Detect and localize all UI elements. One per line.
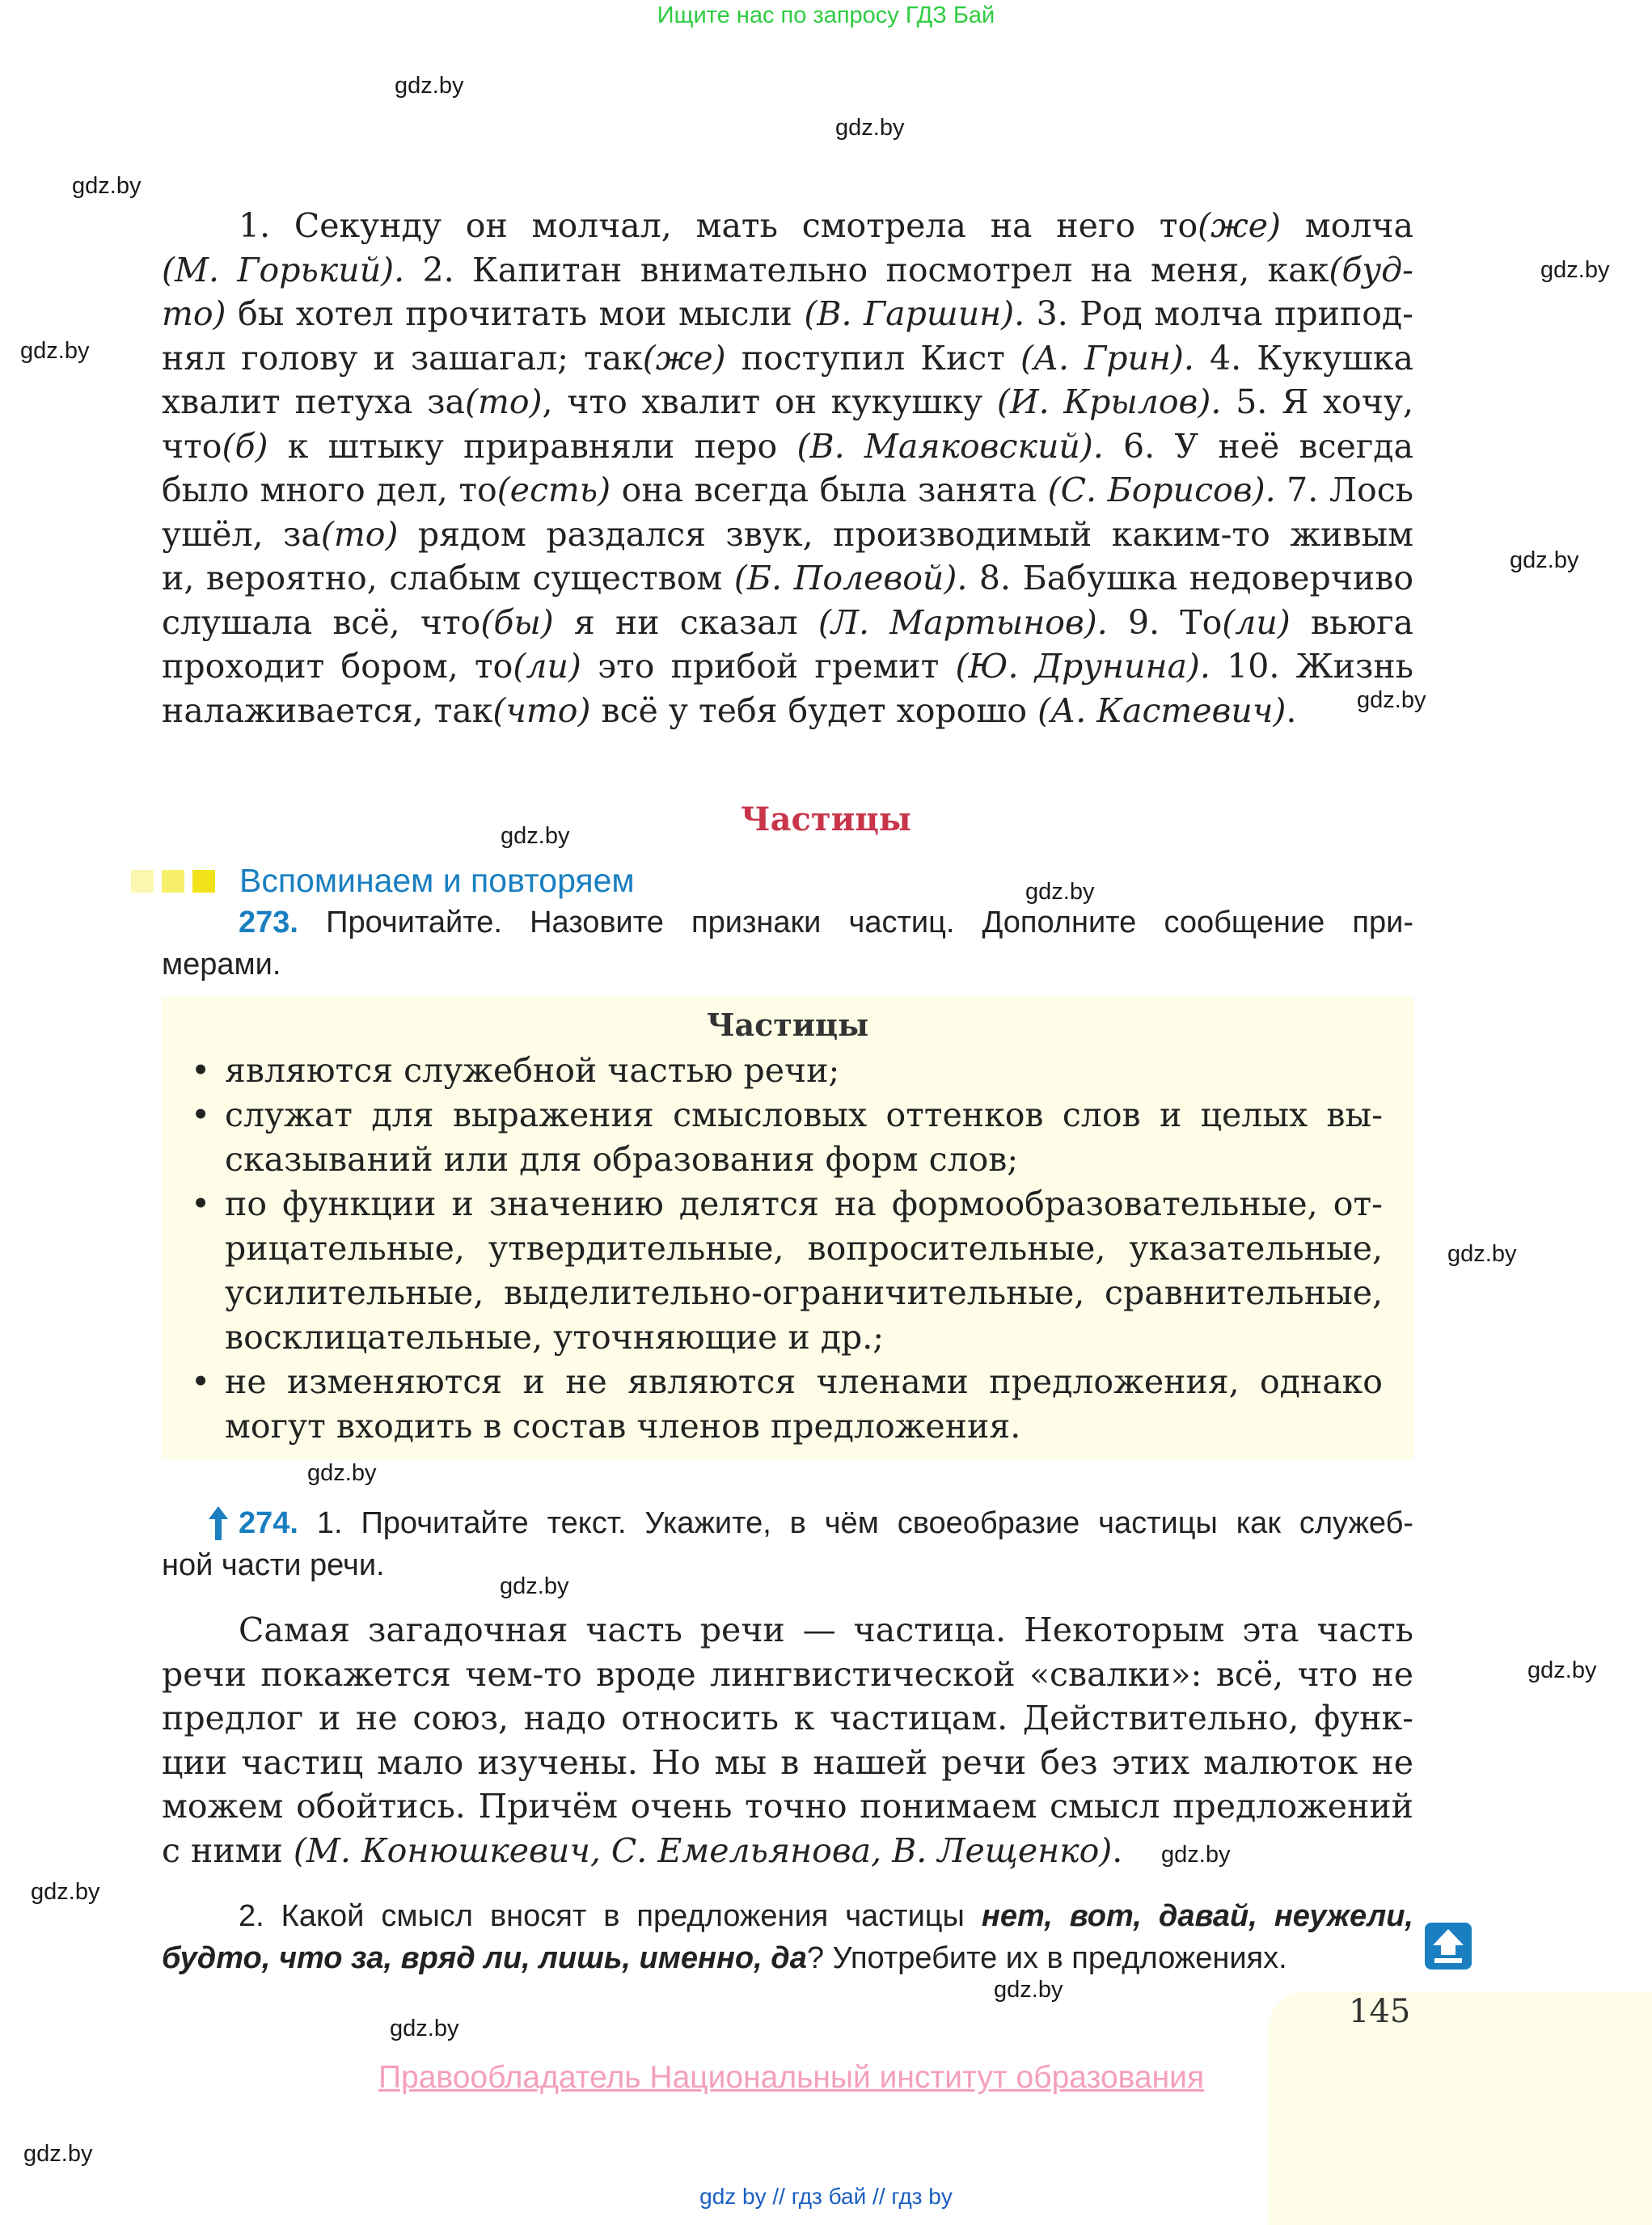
watermark: gdz.by xyxy=(1540,257,1610,283)
watermark: gdz.by xyxy=(23,2141,93,2167)
text-fragment: рядом раздался звук, производимый каким-то живым xyxy=(398,514,1413,554)
home-up-button[interactable] xyxy=(1425,1923,1472,1970)
italic-fragment: (бы) xyxy=(480,602,554,642)
watermark: gdz.by xyxy=(395,73,464,99)
exercise-274-task-line2: ной части речи. xyxy=(162,1548,385,1582)
bullet-line: не изменяются и не являются членами предложения, однако xyxy=(225,1362,1383,1401)
italic-fragment: (же) xyxy=(1198,206,1282,245)
text-fragment: 6. У неё всегда xyxy=(1103,426,1413,466)
italic-fragment: (ли) xyxy=(513,647,581,686)
text-line: речи покажется чем-то вроде лингвистической «свалки»: всё, что не xyxy=(162,1654,1413,1694)
exercise-273-task xyxy=(162,901,1413,986)
bullet-item xyxy=(191,1093,1383,1182)
exercise-274-task2-line-2 xyxy=(162,1937,1413,1979)
text-line: Самая загадочная часть речи — частица. Некоторым эта часть xyxy=(239,1611,1413,1649)
italic-fragment: (Ю. Друнина). xyxy=(955,647,1210,686)
text-fragment: 5. Я хочу, xyxy=(1221,382,1413,421)
bullet-line: служат для выражения смысловых оттенков слов и целых вы- xyxy=(225,1096,1383,1134)
info-box-bullets xyxy=(191,1049,1383,1449)
exercise-274-task-line1: 1. Прочитайте текст. Укажите, в чём своеобразие частицы как служеб- xyxy=(298,1506,1413,1540)
footer-links[interactable]: gdz by // гдз бай // гдз by xyxy=(699,2184,953,2209)
text-fragment: всё у тебя будет хорошо xyxy=(590,690,1038,730)
square-light-icon xyxy=(131,870,154,893)
italic-fragment: (Л. Мартынов). xyxy=(818,602,1108,642)
page-number: 145 xyxy=(1349,1993,1411,2030)
bullet-item xyxy=(191,1049,1383,1093)
italic-fragment: (А. Кастевич) xyxy=(1037,690,1287,730)
text-line: с ними (М. Конюшкевич, С. Емельянова, В. Лещенко). xyxy=(162,1830,1123,1870)
bullet-dot-icon: • xyxy=(191,1096,211,1134)
italic-fragment: (буд- xyxy=(1329,250,1414,289)
text-fragment: 3. Род молча припод- xyxy=(1025,294,1414,333)
text-fragment: 1. Секунду он молчал, мать смотрела на него то xyxy=(239,206,1198,245)
text-line xyxy=(162,513,1413,557)
exercise-272-text xyxy=(162,204,1413,733)
exercise-274-number: 274. xyxy=(239,1506,298,1540)
bullet-line: сказываний или для образования форм слов; xyxy=(225,1140,1019,1179)
task2-end: ? Употребите их в предложениях. xyxy=(806,1941,1287,1975)
watermark: gdz.by xyxy=(500,1573,569,1599)
text-fragment: молча xyxy=(1281,206,1413,245)
watermark: gdz.by xyxy=(72,173,142,199)
italic-fragment: (есть) xyxy=(496,471,611,509)
watermark: gdz.by xyxy=(1357,687,1426,713)
rights-holder-link[interactable]: Правообладатель Национальный институт образования xyxy=(378,2060,1205,2095)
italic-fragment: (И. Крылов). xyxy=(996,382,1222,421)
text-fragment: 10. Жизнь xyxy=(1210,647,1413,686)
text-line: можем обойтись. Причём очень точно понимаем смысл предложений xyxy=(162,1787,1413,1826)
text-fragment: что xyxy=(162,426,222,466)
text-fragment: слушала всё, что xyxy=(162,602,481,642)
italic-fragment: (М. Горький). xyxy=(162,250,405,289)
exercise-273-number: 273. xyxy=(239,906,298,939)
text-fragment: поступил Кист xyxy=(725,338,1020,378)
text-fragment: ушёл, за xyxy=(162,514,321,554)
bullet-line: являются служебной частью речи; xyxy=(225,1051,840,1090)
italic-fragment: (то) xyxy=(464,382,543,421)
bullet-line: усилительные, выделительно-ограничительные, сравнительные, xyxy=(225,1273,1383,1312)
text-line: предлог и не союз, надо относить к частицам. Действительно, функ- xyxy=(162,1699,1413,1737)
italic-fragment: (А. Грин). xyxy=(1020,338,1194,378)
exercise-274-line-1 xyxy=(162,1502,1413,1544)
square-dark-icon xyxy=(192,870,215,893)
bullet-line: восклицательные, уточняющие и др.; xyxy=(225,1318,885,1357)
bullet-line: могут входить в состав членов предложения. xyxy=(225,1407,1021,1446)
text-fragment: она всегда была занята xyxy=(611,471,1048,509)
text-fragment: было много дел, то xyxy=(162,471,497,509)
square-mid-icon xyxy=(162,870,184,893)
italic-fragment: (что) xyxy=(492,690,591,730)
info-box-title: Частицы xyxy=(706,1007,869,1043)
text-line xyxy=(162,248,1413,293)
bullet-line: рицательные, утвердительные, вопросительные, указательные, xyxy=(225,1229,1383,1268)
watermark: gdz.by xyxy=(390,2016,459,2041)
top-banner[interactable]: Ищите нас по запросу ГДЗ Бай xyxy=(657,2,995,28)
italic-fragment: (С. Борисов). xyxy=(1047,471,1276,509)
italic-fragment: (В. Маяковский). xyxy=(796,426,1104,466)
watermark: gdz.by xyxy=(501,823,570,849)
italic-fragment: то) xyxy=(162,294,226,333)
text-fragment: . xyxy=(1286,690,1297,730)
text-fragment: вьюга xyxy=(1290,602,1413,642)
exercise-273-line2: мерами. xyxy=(162,948,281,982)
exercise-274-task2 xyxy=(162,1895,1413,1979)
bullet-dot-icon: • xyxy=(191,1362,211,1401)
watermark: gdz.by xyxy=(1161,1842,1231,1868)
italic-fragment: (Б. Полевой). xyxy=(733,559,968,597)
text-fragment: проходит бором, то xyxy=(162,647,513,686)
text-line xyxy=(162,644,1413,689)
text-fragment: 8. Бабушка недоверчиво xyxy=(967,559,1413,597)
text-fragment: это прибой гремит xyxy=(581,647,956,686)
text-line xyxy=(162,424,1413,469)
text-fragment: , что хвалит он кукушку xyxy=(542,382,997,421)
italic-fragment: (б) xyxy=(222,426,268,466)
exercise-274-text xyxy=(162,1608,1413,1872)
exercise-274-task2-line-1 xyxy=(162,1895,1413,1937)
watermark: gdz.by xyxy=(307,1460,377,1486)
bullet-line: по функции и значению делятся на формообразовательные, от- xyxy=(225,1184,1383,1223)
text-line xyxy=(162,468,1413,513)
task2-particles-1: нет, вот, давай, неужели, xyxy=(981,1899,1413,1933)
text-fragment: я ни сказал xyxy=(553,602,818,642)
text-fragment: и, вероятно, слабым существом xyxy=(162,559,734,597)
bullet-item xyxy=(191,1360,1383,1449)
text-line xyxy=(162,556,1413,601)
text-fragment: налаживается, так xyxy=(162,690,493,730)
text-line xyxy=(162,292,1413,336)
text-fragment: 4. Кукушка xyxy=(1194,338,1413,378)
watermark: gdz.by xyxy=(1510,547,1579,573)
watermark: gdz.by xyxy=(835,115,905,141)
task2-particles-2: будто, что за, вряд ли, лишь, именно, да xyxy=(162,1941,807,1975)
italic-fragment: (то) xyxy=(320,514,399,554)
task2-start: 2. Какой смысл вносят в предложения частицы xyxy=(239,1899,982,1933)
italic-fragment: (же) xyxy=(642,338,726,378)
watermark: gdz.by xyxy=(1447,1241,1517,1267)
text-fragment: бы хотел прочитать мои мысли xyxy=(226,294,805,333)
section-heading: Частицы xyxy=(741,800,911,838)
exercise-273-line1: Прочитайте. Назовите признаки частиц. Дополните сообщение при- xyxy=(298,906,1413,939)
text-fragment: к штыку приравняли перо xyxy=(268,426,797,466)
text-line: ции частиц мало изучены. Но мы в нашей речи без этих малюток не xyxy=(162,1742,1413,1782)
watermark: gdz.by xyxy=(994,1977,1063,2003)
text-line xyxy=(162,204,1413,248)
text-fragment: 2. Капитан внимательно посмотрел на меня, как xyxy=(404,250,1329,289)
exercise-274-task xyxy=(162,1502,1413,1586)
italic-fragment: (ли) xyxy=(1222,602,1291,642)
watermark: gdz.by xyxy=(20,338,90,364)
text-line xyxy=(162,601,1413,645)
text-fragment: хвалит петуха за xyxy=(162,382,465,421)
home-up-icon xyxy=(1425,1923,1472,1970)
watermark: gdz.by xyxy=(1025,879,1095,905)
text-fragment: нял голову и зашагал; так xyxy=(162,338,643,378)
text-line xyxy=(162,336,1413,381)
exercise-273-line-1 xyxy=(162,901,1413,944)
watermark: gdz.by xyxy=(31,1879,100,1905)
text-line xyxy=(162,689,1413,733)
bullet-item xyxy=(191,1182,1383,1360)
text-fragment: 7. Лось xyxy=(1275,471,1414,509)
text-line xyxy=(162,380,1413,424)
bullet-dot-icon: • xyxy=(191,1184,211,1223)
text-fragment: 9. То xyxy=(1107,602,1223,642)
italic-fragment: (В. Гаршин). xyxy=(804,294,1025,333)
subsection-title: Вспоминаем и повторяем xyxy=(239,862,635,899)
watermark: gdz.by xyxy=(1527,1657,1597,1683)
bullet-dot-icon: • xyxy=(191,1051,211,1090)
